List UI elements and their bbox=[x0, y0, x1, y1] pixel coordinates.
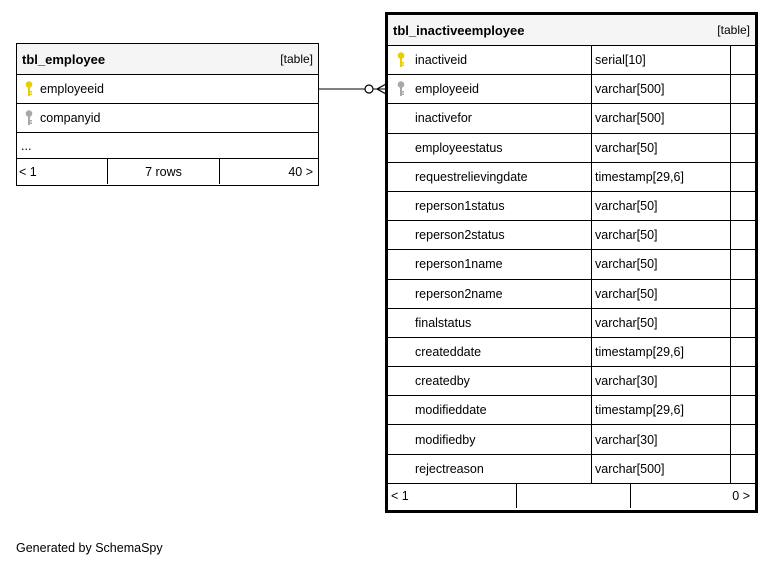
column-row[interactable] bbox=[388, 250, 755, 279]
column-name: reperson1status bbox=[415, 199, 505, 214]
column-name: companyid bbox=[40, 111, 101, 125]
column-type: varchar[50] bbox=[595, 140, 658, 155]
primary-key-icon bbox=[25, 81, 33, 97]
column-row[interactable] bbox=[388, 221, 755, 250]
table-header bbox=[17, 44, 318, 75]
column-name: modifieddate bbox=[415, 403, 487, 418]
table-kind: [table] bbox=[280, 52, 313, 66]
footer-left[interactable]: < 1 bbox=[391, 488, 409, 503]
column-name: employeestatus bbox=[415, 140, 503, 155]
column-type: varchar[500] bbox=[595, 461, 665, 476]
ellipsis-text: ... bbox=[21, 138, 32, 153]
column-row[interactable] bbox=[388, 75, 755, 104]
table-footer bbox=[17, 159, 318, 184]
column-row[interactable] bbox=[388, 338, 755, 367]
column-name: createdby bbox=[415, 374, 470, 389]
column-type: varchar[500] bbox=[595, 111, 665, 126]
column-row[interactable] bbox=[388, 104, 755, 133]
primary-key-icon bbox=[397, 52, 405, 68]
column-type: varchar[30] bbox=[595, 432, 658, 447]
column-name: finalstatus bbox=[415, 315, 472, 330]
column-row[interactable] bbox=[388, 46, 755, 75]
column-name: requestrelievingdate bbox=[415, 169, 528, 184]
table-name: tbl_employee bbox=[22, 51, 106, 67]
table-employee[interactable] bbox=[16, 43, 319, 186]
column-type: varchar[50] bbox=[595, 228, 658, 243]
column-type: varchar[500] bbox=[595, 82, 665, 97]
column-row[interactable] bbox=[388, 396, 755, 425]
footer-right[interactable]: 0 > bbox=[630, 484, 755, 508]
column-row[interactable] bbox=[388, 163, 755, 192]
footer-left[interactable]: < 1 bbox=[19, 164, 37, 179]
generated-by-credit: Generated by SchemaSpy bbox=[16, 541, 163, 555]
column-type: varchar[50] bbox=[595, 286, 658, 301]
footer-middle bbox=[516, 484, 630, 508]
column-row[interactable] bbox=[17, 104, 318, 133]
footer-right[interactable]: 40 > bbox=[219, 159, 318, 184]
table-inactiveemployee[interactable] bbox=[385, 12, 758, 513]
column-name: reperson2status bbox=[415, 228, 505, 243]
column-type: varchar[50] bbox=[595, 199, 658, 214]
column-name: employeeid bbox=[40, 82, 104, 96]
column-type: varchar[50] bbox=[595, 315, 658, 330]
column-row[interactable] bbox=[388, 134, 755, 163]
column-name: inactiveid bbox=[415, 53, 468, 68]
column-type: timestamp[29,6] bbox=[595, 344, 684, 359]
table-footer bbox=[388, 484, 755, 508]
foreign-key-icon bbox=[397, 81, 405, 97]
relationship-connector bbox=[318, 80, 388, 100]
column-row[interactable] bbox=[388, 455, 755, 484]
column-name: modifiedby bbox=[415, 432, 476, 447]
column-row[interactable] bbox=[388, 367, 755, 396]
zero-optional-marker bbox=[365, 85, 373, 93]
column-name: rejectreason bbox=[415, 461, 484, 476]
column-name: createddate bbox=[415, 344, 482, 359]
column-row[interactable] bbox=[388, 309, 755, 338]
column-name: inactivefor bbox=[415, 111, 472, 126]
footer-row-count: 7 rows bbox=[107, 159, 219, 184]
column-row[interactable] bbox=[388, 425, 755, 454]
column-name: reperson2name bbox=[415, 286, 503, 301]
table-header bbox=[388, 15, 755, 46]
column-row[interactable] bbox=[17, 75, 318, 104]
column-row[interactable] bbox=[388, 280, 755, 309]
column-type: timestamp[29,6] bbox=[595, 403, 684, 418]
foreign-key-icon bbox=[25, 110, 33, 126]
column-type: varchar[50] bbox=[595, 257, 658, 272]
table-name: tbl_inactiveemployee bbox=[393, 22, 525, 38]
column-type: varchar[30] bbox=[595, 374, 658, 389]
column-type: serial[10] bbox=[595, 53, 646, 68]
column-row[interactable] bbox=[388, 192, 755, 221]
ellipsis-row bbox=[17, 133, 318, 159]
table-kind: [table] bbox=[717, 23, 750, 37]
column-name: reperson1name bbox=[415, 257, 503, 272]
column-name: employeeid bbox=[415, 82, 479, 97]
column-type: timestamp[29,6] bbox=[595, 169, 684, 184]
